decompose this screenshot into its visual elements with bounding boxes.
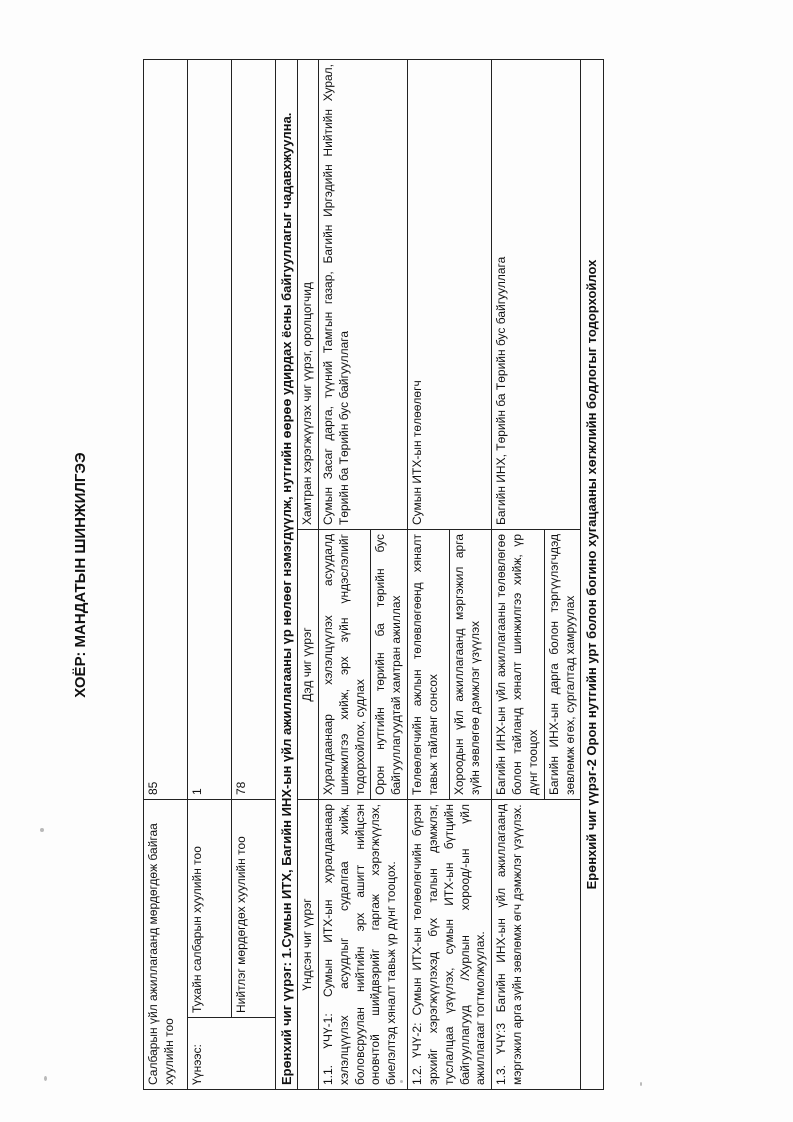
sub-function: Хороодын үйл ажиллагаанд мэргэжил арга зүйн зөвлөгөө дэмжлэг үзүүлэх xyxy=(450,530,492,800)
scan-speck xyxy=(44,1076,47,1081)
function-row xyxy=(492,59,544,1089)
header-main-function: Үндсэн чиг үүрэг xyxy=(298,800,319,1090)
stats-row xyxy=(188,59,232,1089)
scan-speck xyxy=(40,828,44,832)
partners: Сумын Засаг дарга, түүний Тамгын газар, Багийн Иргэдийн Нийтийн Хурал, Төрийн ба Төрийн бус байгууллага xyxy=(318,59,407,529)
stats-row xyxy=(232,59,276,1089)
partners: Сумын ИТХ-ын төлөөлөгч xyxy=(408,59,492,529)
mandate-table xyxy=(143,59,604,1090)
sub-function: Төлөөлөгчийн ажлын төлөвлөгөөнд хяналт тавьж тайланг сонсох xyxy=(408,530,450,800)
stat-label: Нийтлэг мөрдөгдөх хуулийн тоо xyxy=(232,800,276,1018)
stat-value: 1 xyxy=(188,59,232,799)
stat-label: Салбарын үйл ажиллагаанд мөрдөгдөж байгаа хуулийн тоо xyxy=(144,800,188,1090)
general-function-1: Ерөнхий чиг үүрэг: 1.Сумын ИТХ, Багийн ИНХ-ын үйл ажиллагааны үр нөлөөг нэмэгдүүлж, нутгийн өөрөө удирдах ёсны байгууллагыг чадавхжуулна. xyxy=(276,59,298,1089)
stat-label: Тухайн салбарын хуулийн тоо xyxy=(188,800,232,1018)
header-partners: Хамтран хэрэгжүүлэх чиг үүрэг, оролцогчид xyxy=(298,59,319,529)
sub-function: Багийн ИНХ-ын дарга болон тэргүүлэгчдэд зөвлөмж өгөх, сургалтад хамруулах xyxy=(544,530,581,800)
stats-row xyxy=(144,59,188,1089)
header-sub-function: Дэд чиг үүрэг xyxy=(298,530,319,800)
sub-function: Орон нутгийн төрийн ба төрийн бус байгууллагуудтай хамтран ажиллах xyxy=(371,530,408,800)
main-function: 1.1. ҮЧҮ-1: Сумын ИТХ-ын хуралдаанаар хэлэлцүүлэх асуудлыг судалгаа хийж, боловсруулан нийтийн эрх ашигт нийцсэн оновчтой шийдвэрийг гаргаж хэрэгжүүлэх, биелэлтэд хяналт тавьж үр дүнг тооцох. xyxy=(318,800,407,1090)
stat-value: 85 xyxy=(144,59,188,799)
partners: Багийн ИНХ, Төрийн ба Төрийн бус байгууллага xyxy=(492,59,581,529)
sub-function: Хуралдаанаар хэлэлцүүлэх асуудалд шинжилгээ хийж, эрх зүйн үндэслэлийг тодорхойлох, судлах xyxy=(318,530,370,800)
general-function-row xyxy=(581,59,603,1089)
main-function: 1.3. ҮЧҮ:3 Багийн ИНХ-ын үйл ажиллагаанд мэргэжил арга зүйн зөвлөмж өгч дэмжлэг үзүүлэх. xyxy=(492,800,581,1090)
function-row xyxy=(408,59,450,1089)
general-function-2: Ерөнхий чиг үүрэг-2 Орон нутгийн урт болон богино хугацааны хөгжлийн бодлогыг тодорхойлох xyxy=(581,59,603,1089)
rotated-document xyxy=(65,60,715,1090)
general-function-row xyxy=(276,59,298,1089)
sub-function: Багийн ИНХ-ын үйл ажиллагааны төлөвлөгөө болон тайланд хяналт шинжилгээ хийж, үр дүнг тооцох xyxy=(492,530,544,800)
page-title: ХОЁР: МАНДАТЫН ШИНЖИЛГЭЭ xyxy=(72,452,89,698)
stat-value: 78 xyxy=(232,59,276,799)
section-label: Үүнээс: xyxy=(188,1018,276,1090)
function-row xyxy=(318,59,370,1089)
column-header-row xyxy=(298,59,319,1089)
main-function: 1.2. ҮЧҮ-2: Сумын ИТХ-ын төлөөлөгчийн бүрэн эрхийг хэрэгжүүлэхэд бүх талын дэмжлэг, туслалцаа үзүүлэх, сумын ИТХ-ын бүтцийн байгууллагууд /Хурлын хороод/-ын үйл ажиллагааг тогтмолжуулах. xyxy=(408,800,492,1090)
